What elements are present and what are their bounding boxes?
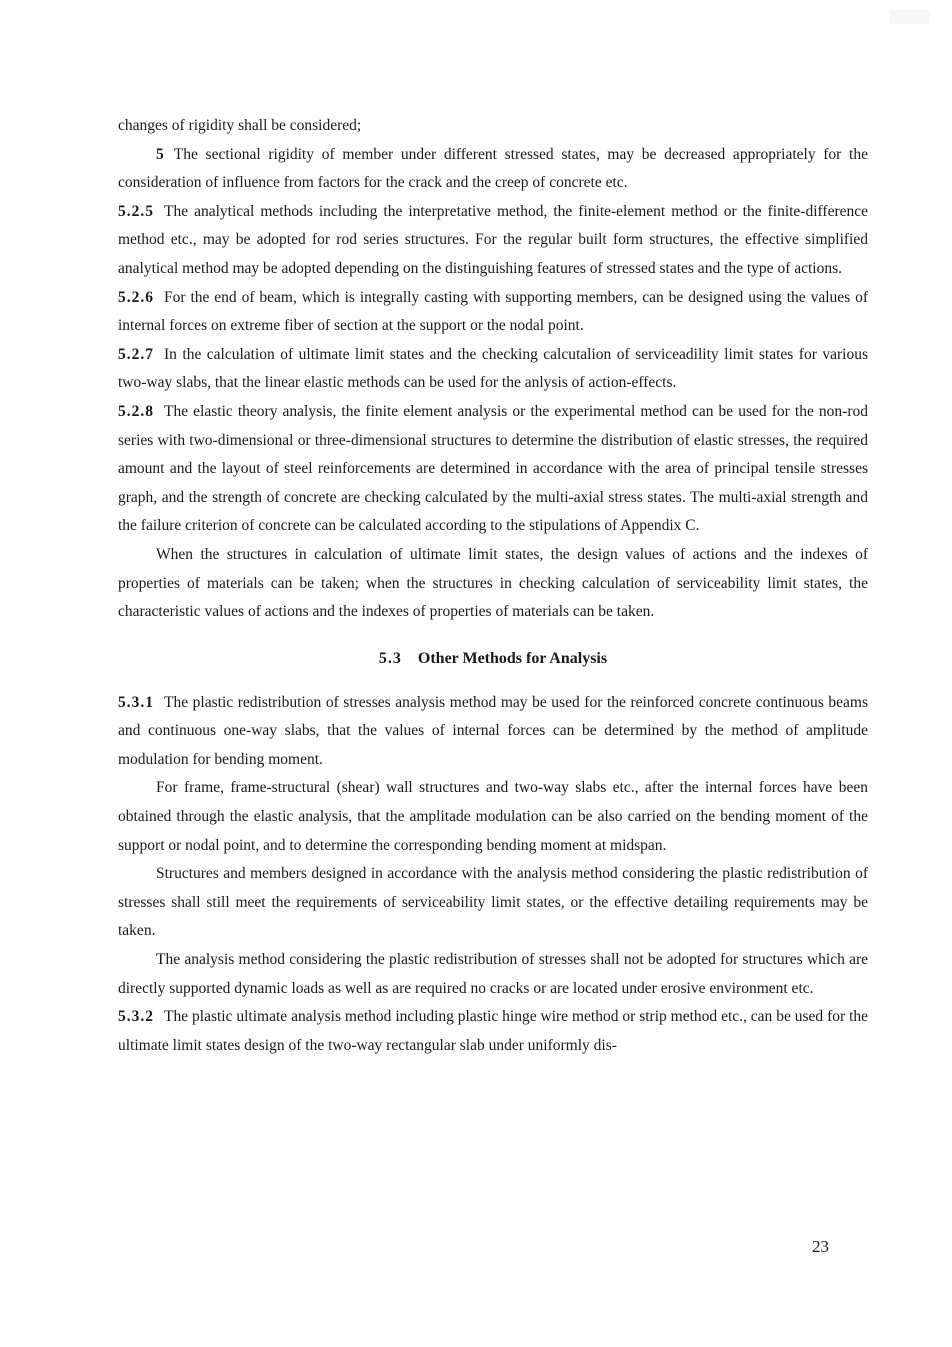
- paragraph-text: In the calculation of ultimate limit states and the checking calcutalion of serviceadility limit states for various two-way slabs, that the linear elastic methods can be used for the anlysis of action-effects.: [118, 345, 868, 392]
- clause-5-2-7: [118, 341, 868, 398]
- clause-number: 5.2.5: [118, 202, 154, 220]
- clause-5-2-8: [118, 398, 868, 541]
- page-number: 23: [812, 1237, 829, 1256]
- clause-5-3-1: [118, 689, 868, 775]
- paragraph-text: Structures and members designed in accordance with the analysis method considering the plastic redistribution of stresses shall still meet the requirements of serviceability limit states, or the effective detailing requirements may be taken.: [118, 865, 868, 940]
- paragraph-text: The plastic ultimate analysis method including plastic hinge wire method or strip method etc., can be used for the ultimate limit states design of the two-way rectangular slab under uniformly dis-: [118, 1008, 868, 1054]
- paragraph-text: For frame, frame-structural (shear) wall structures and two-way slabs etc., after the internal forces have been obtained through the elastic analysis, that the amplitade modulation can be also carried on the bending moment of the support or nodal point, and to determine the corresponding bending moment at midspan.: [118, 779, 868, 854]
- paragraph-text: For the end of beam, which is integrally casting with supporting members, can be designed using the values of internal forces on extreme fiber of section at the support or the nodal point.: [118, 288, 868, 335]
- paragraph-text: changes of rigidity shall be considered;: [118, 117, 362, 134]
- paragraph-text: The sectional rigidity of member under different stressed states, may be decreased appropriately for the consideration of influence from factors for the crack and the creep of concrete etc.: [118, 145, 868, 192]
- clause-5-3-2: [118, 1003, 868, 1060]
- document-body: [118, 112, 868, 1060]
- section-number: 5.3: [378, 649, 402, 667]
- clause-5-2-6: [118, 284, 868, 341]
- paragraph: [118, 541, 868, 627]
- clause-number: 5.2.8: [118, 402, 154, 420]
- paragraph-text: When the structures in calculation of ultimate limit states, the design values of actions and the indexes of properties of materials can be taken; when the structures in checking calculation of serviceability limit states, the characteristic values of actions and the indexes of properties of materials can be taken.: [118, 545, 868, 621]
- scan-corner-mark: [890, 10, 930, 24]
- paragraph-text: The elastic theory analysis, the finite element analysis or the experimental method can be used for the non-rod series with two-dimensional or three-dimensional structures to determine the distribution of elastic stresses, the required amount and the layout of steel reinforcements are determined in accordance with the area of principal tensile stresses graph, and the strength of concrete are checking calculated by the multi-axial stress states. The multi-axial strength and the failure criterion of concrete can be calculated according to the stipulations of Appendix C.: [118, 402, 868, 535]
- list-item-5: [118, 141, 868, 198]
- clause-number: 5.3.1: [118, 693, 154, 711]
- paragraph: [118, 946, 868, 1003]
- paragraph-text: The analytical methods including the interpretative method, the finite-element method or the finite-difference method etc., may be adopted for rod series structures. For the regular built form structures, the effective simplified analytical method may be adopted depending on the distinguishing features of stressed states and the type of actions.: [118, 202, 868, 277]
- clause-5-2-5: [118, 198, 868, 284]
- paragraph-text: The analysis method considering the plastic redistribution of stresses shall not be adopted for structures which are directly supported dynamic loads as well as are required no cracks or are located under erosive environment etc.: [118, 951, 868, 997]
- item-number: 5: [156, 145, 164, 163]
- section-title: Other Methods for Analysis: [417, 649, 608, 667]
- clause-number: 5.3.2: [118, 1008, 154, 1026]
- paragraph: [118, 774, 868, 860]
- paragraph-continuation: [118, 112, 868, 141]
- paragraph: [118, 860, 868, 946]
- clause-number: 5.2.6: [118, 288, 154, 306]
- paragraph-text: The plastic redistribution of stresses analysis method may be used for the reinforced concrete continuous beams and continuous one-way slabs, that the values of internal forces can be determined by the method of amplitude modulation for bending moment.: [118, 693, 868, 768]
- section-heading: [118, 645, 868, 673]
- clause-number: 5.2.7: [118, 345, 154, 363]
